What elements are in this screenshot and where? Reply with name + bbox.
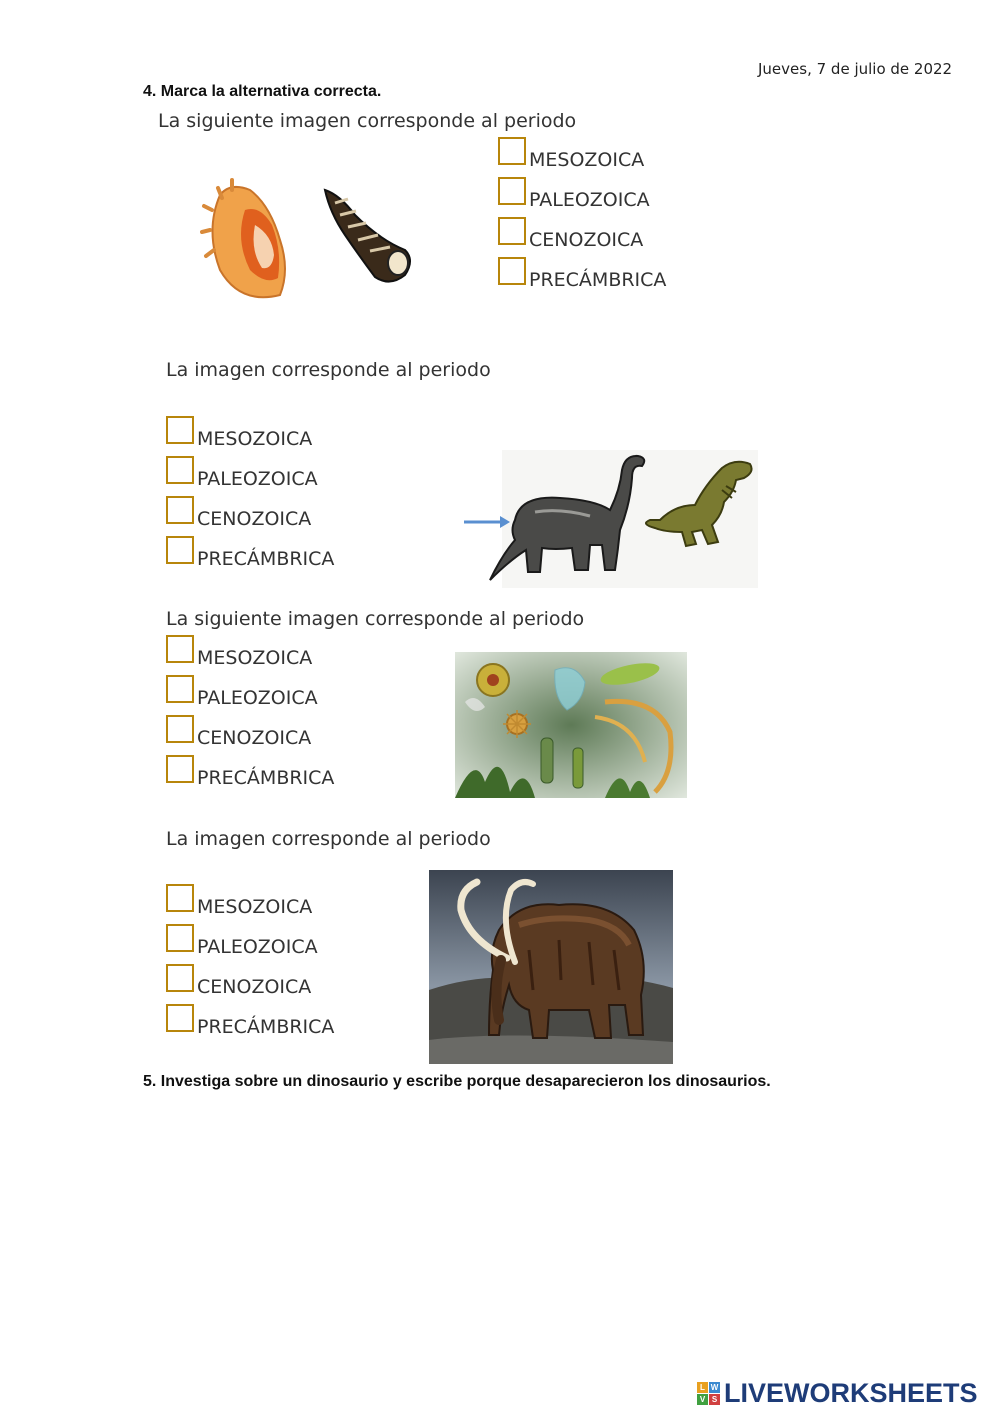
checkbox[interactable]	[166, 456, 194, 484]
checkbox[interactable]	[166, 635, 194, 663]
checkbox[interactable]	[166, 416, 194, 444]
checkbox[interactable]	[166, 755, 194, 783]
seashells-image	[200, 170, 425, 305]
checkbox[interactable]	[166, 1004, 194, 1032]
item-3-prompt: La siguiente imagen corresponde al periodo	[166, 608, 585, 630]
question-4-title: 4. Marca la alternativa correcta.	[143, 83, 382, 100]
mammoth-image	[429, 870, 673, 1064]
checkbox[interactable]	[166, 675, 194, 703]
checkbox[interactable]	[166, 715, 194, 743]
checkbox[interactable]	[498, 177, 526, 205]
checkbox[interactable]	[166, 536, 194, 564]
item-1-prompt: La siguiente imagen corresponde al periodo	[158, 110, 577, 132]
item-4-prompt: La imagen corresponde al periodo	[166, 828, 491, 850]
checkbox[interactable]	[166, 964, 194, 992]
dinosaurs-image	[460, 450, 760, 590]
brand-name: LIVEWORKSHEETS	[724, 1377, 978, 1408]
checkbox[interactable]	[166, 884, 194, 912]
item-2-prompt: La imagen corresponde al periodo	[166, 359, 491, 381]
checkbox[interactable]	[498, 217, 526, 245]
liveworksheets-logo	[697, 1376, 978, 1410]
question-5-title: 5. Investiga sobre un dinosaurio y escribe porque desaparecieron los dinosaurios.	[143, 1073, 771, 1090]
checkbox[interactable]	[498, 257, 526, 285]
checkbox[interactable]	[166, 496, 194, 524]
checkbox[interactable]	[498, 137, 526, 165]
liveworksheets-icon: L W V S	[697, 1382, 720, 1405]
date-label: Jueves, 7 de julio de 2022	[758, 60, 953, 78]
microorganisms-image	[455, 652, 687, 798]
checkbox[interactable]	[166, 924, 194, 952]
